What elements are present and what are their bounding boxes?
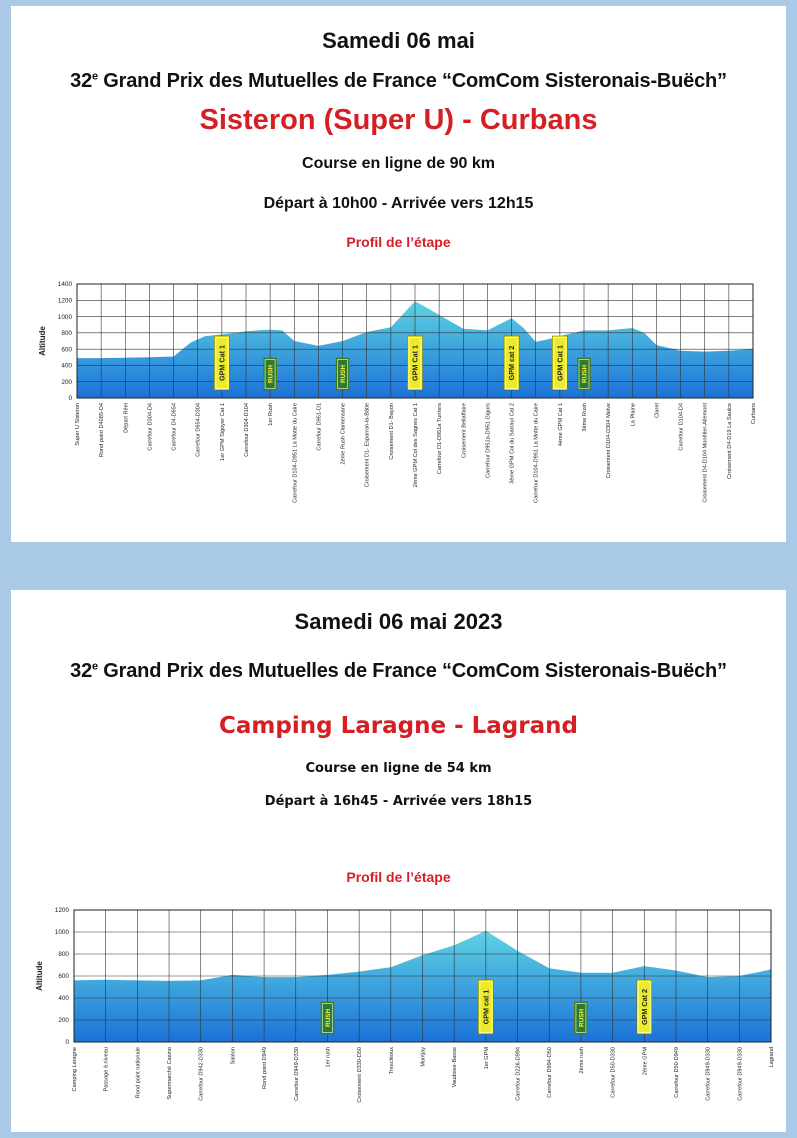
x-category-label: Carrefour D104-D951 La Motte du Caire [292,403,299,503]
marker-label: RUSH [267,364,275,384]
x-category-label: 3ème GPM Col du Sarraut Cat 2 [509,403,516,484]
stage-distance: Course en ligne de 54 km [305,761,492,776]
x-category-label: Claret [654,403,661,418]
y-tick-label: 1400 [57,281,72,289]
x-category-label: Croisement D104-D304 Melve [606,403,613,479]
y-tick-label: 1000 [54,929,69,937]
marker-label: GPM Cat 2 [639,989,649,1025]
marker-label: GPM Cat 1 [410,345,420,381]
x-category-label: Départ Réel [123,403,130,433]
x-category-label: Carrefour D949-D330 [293,1047,300,1101]
race-number-suffix: e [92,660,98,673]
x-category-label: 1er rush [325,1047,332,1068]
profile-heading: Profil de l’étape [346,234,451,250]
y-tick-label: 800 [58,951,69,959]
x-category-label: 2ème rush [578,1047,585,1074]
x-category-label: Carrefour D994-D50 [547,1047,554,1098]
race-name: Grand Prix des Mutuelles de France “ComCom Sisteronais-Buëch” [97,70,727,92]
x-category-label: 3ème Rush [582,403,588,432]
stage-route: Sisteron (Super U) - Curbans [199,104,598,136]
stage-panel-1 [11,6,786,542]
x-category-label: Croisement D1- Esparron-la-Bâtie [364,403,371,488]
marker-label: GPM Cat 1 [217,345,227,381]
x-category-label: Croisement D4-D104 Monêtier-Allemont [702,403,709,503]
gpm-marker [637,980,652,1034]
marker-label: GPM cat 2 [507,345,517,381]
y-tick-label: 0 [65,1039,69,1047]
x-category-label: Montjay [420,1047,427,1067]
x-category-label: Carrefour D104-D951 La Motte du Caire [533,403,540,503]
x-category-label: 1er Rush [268,403,275,426]
x-category-label: Super U Sisteron [75,403,81,446]
x-category-label: 2ème GPM [642,1047,649,1076]
x-category-label: Carrefour D50-D949 [673,1047,680,1098]
stage-date: Samedi 06 mai 2023 [294,609,503,634]
race-number: 32 [70,70,93,92]
stage-panel-2 [11,590,786,1132]
x-category-label: Trescléoux [388,1047,395,1075]
gpm-marker [214,336,229,390]
x-category-label: Croisement D4-D19 La Saulce [726,403,733,479]
y-axis-label: Altitude [35,961,44,991]
x-category-label: Curbans [751,403,757,425]
marker-label: RUSH [578,1008,586,1028]
x-category-label: 4ème GPM Cat 1 [557,403,564,447]
y-tick-label: 800 [61,330,72,338]
x-category-label: Supermarché Casino [167,1047,174,1100]
rush-marker [264,358,277,390]
y-tick-label: 0 [68,395,72,403]
rush-marker [578,358,591,390]
race-title [11,660,786,683]
gpm-marker [552,336,567,390]
x-category-label: Croisement D1- Bayon [388,403,395,460]
y-tick-label: 200 [61,378,72,386]
stage-route: Camping Laragne - Lagrand [219,713,578,739]
gpm-marker [504,336,519,390]
y-tick-label: 1000 [57,313,72,321]
y-axis-label: Altitude [38,326,47,356]
x-category-label: Carrefour D949-D330 [737,1047,744,1101]
y-tick-label: 600 [61,346,72,354]
y-tick-label: 200 [58,1017,69,1025]
x-category-label: Carrefour D654-D304 [195,403,202,457]
x-category-label: Rond point nationale [135,1047,142,1099]
x-category-label: Vaudoise-Basse [452,1047,459,1088]
x-category-label: Carrefour D942-D330 [198,1047,205,1101]
x-category-label: 2ème GPM Col des Sagnes Cat 1 [413,403,419,488]
x-category-label: Rond point D4085-D4 [99,403,106,458]
x-category-label: 1er GPM Sigoyer Cat 1 [219,403,226,461]
stage-date: Samedi 06 mai [322,28,475,53]
x-category-label: Carrefour D304-D104 [244,403,250,457]
x-category-label: Rond point D949 [262,1047,269,1089]
rush-marker [336,358,349,390]
race-number-suffix: e [92,70,98,83]
race-title [11,70,786,93]
x-category-label: Carrefour D50-D330 [610,1047,617,1098]
x-category-label: Passage à niveau [103,1047,110,1092]
x-category-label: Croisement D330-D50 [357,1047,364,1103]
x-category-label: Carrefour D304-D4 [147,403,154,451]
x-category-label: 1er GPM [483,1047,490,1070]
y-tick-label: 400 [58,995,69,1003]
altitude-profile-chart-2 [11,902,786,1130]
rush-marker [574,1002,587,1034]
x-category-label: 2ème Rush Clamensane [340,403,347,465]
x-category-label: Carrefour D1-D951a Turriers [437,403,444,475]
x-category-label: Carrefour D104-D4 [678,403,685,451]
stage-distance: Course en ligne de 90 km [302,155,495,172]
race-name: Grand Prix des Mutuelles de France “ComCom Sisteronais-Buëch” [97,660,727,682]
x-category-label: Carrefour D949-D330 [705,1047,712,1101]
race-number: 32 [70,660,93,682]
x-category-label: Croisement Bellaffaire [461,403,468,458]
y-tick-label: 1200 [54,907,69,915]
stage-timing: Départ à 16h45 - Arrivée vers 18h15 [264,794,533,809]
y-tick-label: 1200 [57,297,72,305]
y-tick-label: 600 [58,973,69,981]
x-category-label: Carrefour D4-D654 [171,403,178,451]
profile-heading: Profil de l’étape [346,869,451,885]
marker-label: GPM cat 1 [481,989,491,1025]
x-category-label: Lagrand [769,1047,775,1068]
x-category-label: Carrefour D226-D994 [515,1047,522,1101]
gpm-marker [478,980,493,1034]
altitude-profile-chart-1 [11,268,786,538]
stage-timing: Départ à 10h00 - Arrivée vers 12h15 [263,195,534,212]
marker-label: RUSH [340,364,348,384]
marker-label: RUSH [581,364,589,384]
x-category-label: Carrefour D951-D1 [316,403,323,451]
marker-label: GPM Cat 1 [555,345,565,381]
gpm-marker [408,336,423,390]
x-category-label: Camping Laragne [72,1047,78,1092]
x-category-label: La Plaine [630,403,637,427]
x-category-label: Saléon [230,1047,237,1065]
rush-marker [321,1002,334,1034]
y-tick-label: 400 [61,362,72,370]
x-category-label: Carrefour D951a-D951 Gigors [485,403,492,478]
marker-label: RUSH [324,1008,332,1028]
